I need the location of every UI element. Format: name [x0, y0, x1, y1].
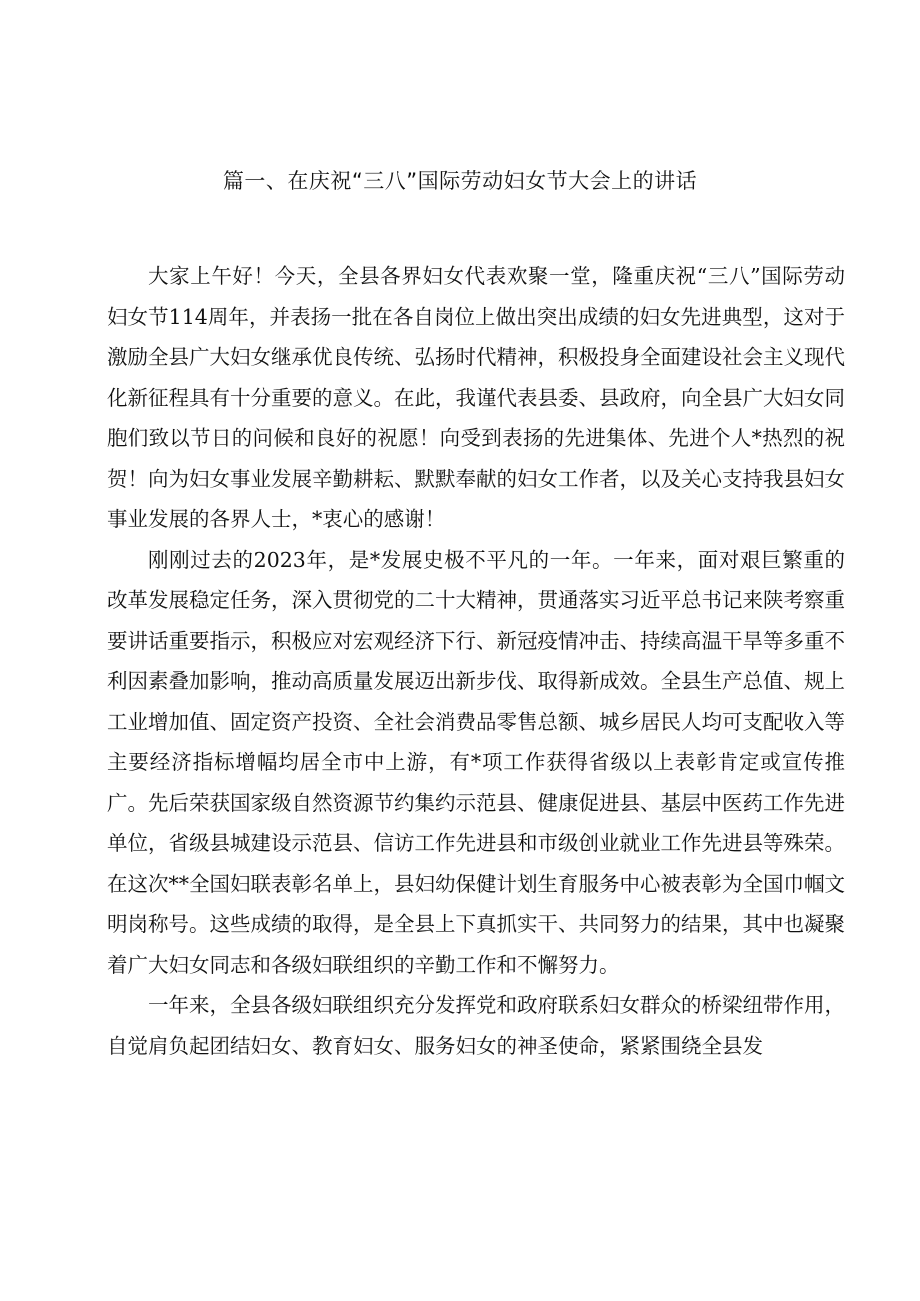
paragraph-achievements: 刚刚过去的2023年，是*发展史极不平凡的一年。一年来，面对艰巨繁重的改革发展稳定任务，深入贯彻党的二十大精神，贯通落实习近平总书记来陕考察重要讲话重要指示，积极应对宏观经济下行、新冠疫情冲击、持续高温干旱等多重不利因素叠加影响，推动高质量发展迈出新步伐、取得新成效。全县生产总值、规上工业增加值、固定资产投资、全社会消费品零售总额、城乡居民人均可支配收入等主要经济指标增幅均居全市中上游，有*项工作获得省级以上表彰肯定或宣传推广。先后荣获国家级自然资源节约集约示范县、健康促进县、基层中医药工作先进单位，省级县城建设示范县、信访工作先进县和市级创业就业工作先进县等殊荣。在这次**全国妇联表彰名单上，县妇幼保健计划生育服务中心被表彰为全国巾帼文明岗称号。这些成绩的取得，是全县上下真抓实干、共同努力的结果，其中也凝聚着广大妇女同志和各级妇联组织的辛勤工作和不懈努力。: [107, 547, 845, 977]
paragraph-greeting: 大家上午好！今天，全县各界妇女代表欢聚一堂，隆重庆祝“三八”国际劳动妇女节114周年，并表扬一批在各自岗位上做出突出成绩的妇女先进典型，这对于激励全县广大妇女继承优良传统、弘扬时代精神，积极投身全面建设社会主义现代化新征程具有十分重要的意义。在此，我谨代表县委、县政府，向全县广大妇女同胞们致以节日的问候和良好的祝愿！向受到表扬的先进集体、先进个人*热烈的祝贺！向为妇女事业发展辛勤耕耘、默默奉献的妇女工作者，以及关心支持我县妇女事业发展的各界人士，*衷心的感谢！: [107, 264, 845, 531]
document-title: 篇一、在庆祝“三八”国际劳动妇女节大会上的讲话: [222, 169, 698, 193]
document-body: [107, 256, 845, 1066]
paragraph-womens-federation: 一年来，全县各级妇联组织充分发挥党和政府联系妇女群众的桥梁纽带作用，自觉肩负起团结妇女、教育妇女、服务妇女的神圣使命，紧紧围绕全县发: [107, 993, 845, 1058]
